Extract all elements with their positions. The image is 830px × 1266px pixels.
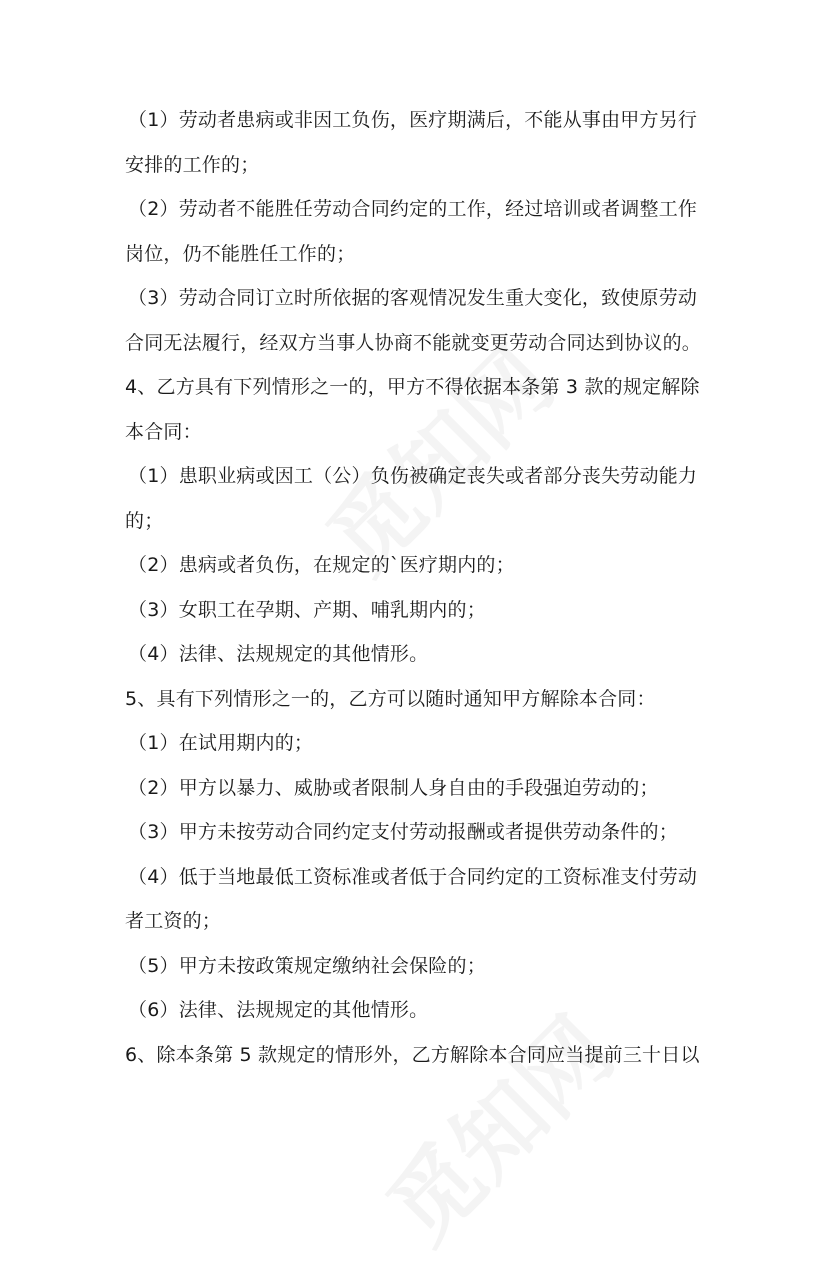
text-line: （3）甲方未按劳动合同约定支付劳动报酬或者提供劳动条件的； <box>128 821 678 843</box>
text-line: （3）劳动合同订立时所依据的客观情况发生重大变化，致使原劳动 <box>128 287 698 309</box>
clause-heading: 6、除本条第 5 款规定的情形外，乙方解除本合同应当提前三十日以 <box>125 1043 700 1066</box>
text-line: （2）劳动者不能胜任劳动合同约定的工作，经过培训或者调整工作 <box>128 198 698 220</box>
text-line: 本合同： <box>125 420 202 443</box>
text-line: （6）法律、法规规定的其他情形。 <box>128 999 429 1021</box>
text-line: （1）在试用期内的； <box>128 732 314 754</box>
text-line: （4）低于当地最低工资标准或者低于合同约定的工资标准支付劳动 <box>128 865 698 888</box>
text-line: （4）法律、法规规定的其他情形。 <box>128 643 429 665</box>
text-line: （1）劳动者患病或非因工负伤，医疗期满后，不能从事由甲方另行 <box>128 109 698 131</box>
text-line: （3）女职工在孕期、产期、哺乳期内的； <box>128 598 486 621</box>
text-line: （2）甲方以暴力、威胁或者限制人身自由的手段强迫劳动的； <box>128 776 659 799</box>
text-line: 的； <box>125 509 164 532</box>
text-line: 者工资的； <box>125 910 222 932</box>
text-line: （1）患职业病或因工（公）负伤被确定丧失或者部分丧失劳动能力 <box>128 465 698 487</box>
clause-heading: 4、乙方具有下列情形之一的，甲方不得依据本条第 3 款的规定解除 <box>125 376 700 398</box>
document-body <box>125 98 710 1077</box>
text-line: 安排的工作的； <box>125 153 260 176</box>
text-line: 岗位，仍不能胜任工作的； <box>125 242 356 265</box>
text-line: 合同无法履行，经双方当事人协商不能就变更劳动合同达到协议的。 <box>125 331 702 354</box>
clause-heading: 5、具有下列情形之一的，乙方可以随时通知甲方解除本合同： <box>125 687 656 710</box>
text-line: （5）甲方未按政策规定缴纳社会保险的； <box>128 954 486 977</box>
text-line: （2）患病或者负伤，在规定的`医疗期内的； <box>128 554 515 576</box>
